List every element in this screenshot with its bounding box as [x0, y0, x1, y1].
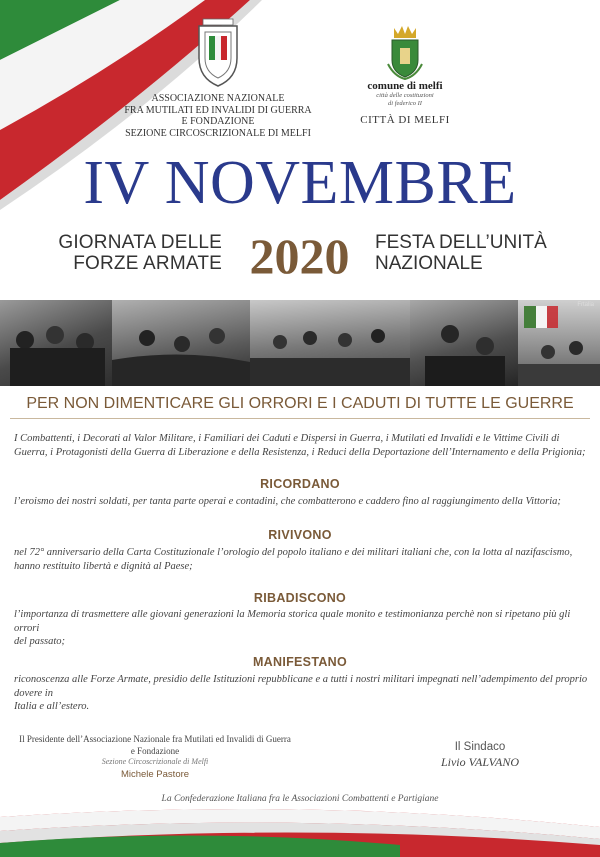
- photo-caption: Frtalia: [577, 302, 594, 308]
- section-line: l’importanza di trasmettere alle giovani generazioni la Memoria storica quale monito e testimonianza perchè non si ripetano più gli orrori: [14, 609, 571, 634]
- confederation-line: La Confederazione Italiana fra le Associazioni Combattenti e Partigiane: [161, 794, 439, 804]
- flag-photo: [518, 300, 600, 386]
- section-line: nel 72° anniversario della Carta Costituzionale l’orologio del popolo italiano e dei militari italiani che, con la lotta al nazifascismo,: [14, 547, 573, 558]
- section-heading: RICORDANO: [260, 477, 340, 491]
- soldiers-photo: [0, 300, 112, 386]
- association-name: [118, 93, 318, 139]
- association-line: SEZIONE CIRCOSCRIZIONALE DI MELFI: [125, 127, 311, 139]
- comune-subtitle: di federico II: [388, 100, 422, 107]
- melfi-coat-of-arms-icon: [384, 24, 426, 80]
- march-photo: [250, 300, 410, 386]
- comune-name: comune di melfi: [367, 80, 443, 92]
- mayor-name: Livio VALVANO: [440, 755, 520, 769]
- section-name: Sezione Circoscrizionale di Melfi: [101, 757, 209, 766]
- association-line: FRA MUTILATI ED INVALIDI DI GUERRA: [124, 104, 312, 116]
- divider: [10, 418, 590, 419]
- wounded-photo: [410, 300, 518, 386]
- comune-subtitle: città delle costituzioni: [376, 92, 434, 99]
- historical-photo-strip: [0, 300, 600, 386]
- section-line: l’eroismo dei nostri soldati, per tanta parte operai e contadini, che combatterono e caddero fino al raggiungimento della Vittoria;: [14, 496, 561, 507]
- right-caption-line: NAZIONALE: [375, 253, 483, 274]
- association-line: ASSOCIAZIONE NAZIONALE: [151, 93, 285, 104]
- motto: PER NON DIMENTICARE GLI ORRORI E I CADUTI DI TUTTE LE GUERRE: [26, 395, 574, 412]
- year: 2020: [249, 228, 350, 284]
- section-text: [14, 495, 588, 509]
- left-caption: [42, 232, 222, 274]
- president-signature: [10, 734, 300, 780]
- mayor-signature: [420, 741, 540, 770]
- association-line: E FONDAZIONE: [181, 116, 255, 127]
- section-line: del passato;: [14, 636, 66, 647]
- page-title: IV NOVEMBRE: [83, 149, 517, 217]
- section-line: hanno restituito libertà e dignità al Paese;: [14, 560, 193, 572]
- italian-flag-ribbon-bottom: [0, 787, 600, 857]
- left-caption-line: GIORNATA DELLE: [58, 232, 222, 253]
- president-title-cont: e Fondazione: [130, 746, 180, 756]
- section-heading: RIBADISCONO: [253, 591, 347, 605]
- intro-paragraph: I Combattenti, i Decorati al Valor Militare, i Familiari dei Caduti e Dispersi in Guerra, i Mutilati ed Invalidi e le Vittime Civili di Guerra, i Protagonisti della Guerra di Liberazione e della Resistenza, i Reduci della Deportazione dell’Internamento e della Prigionia;: [14, 433, 586, 458]
- trench-photo: [112, 300, 250, 386]
- section-heading: MANIFESTANO: [252, 655, 348, 669]
- comune-block: [350, 80, 460, 126]
- section-line: riconoscenza alle Forze Armate, presidio delle Istituzioni repubblicane e a tutti i nostri militari impegnati nell’adempimento del proprio dovere in: [14, 674, 588, 699]
- president-name: Michele Pastore: [120, 769, 190, 780]
- association-seal-icon: [195, 18, 241, 88]
- section-heading: RIVIVONO: [268, 528, 332, 542]
- city-name: CITTÀ DI MELFI: [360, 114, 450, 126]
- section-text: [14, 608, 588, 649]
- mayor-title: Il Sindaco: [454, 741, 506, 753]
- section-text: [14, 546, 588, 573]
- president-title: Il Presidente dell’Associazione Nazionale fra Mutilati ed Invalidi di Guerra: [19, 734, 291, 744]
- right-caption: [375, 232, 575, 274]
- section-text: [14, 673, 588, 714]
- right-caption-line: FESTA DELL’UNITÀ: [375, 232, 547, 253]
- section-line: Italia e all’estero.: [14, 701, 90, 712]
- left-caption-line: FORZE ARMATE: [73, 253, 222, 274]
